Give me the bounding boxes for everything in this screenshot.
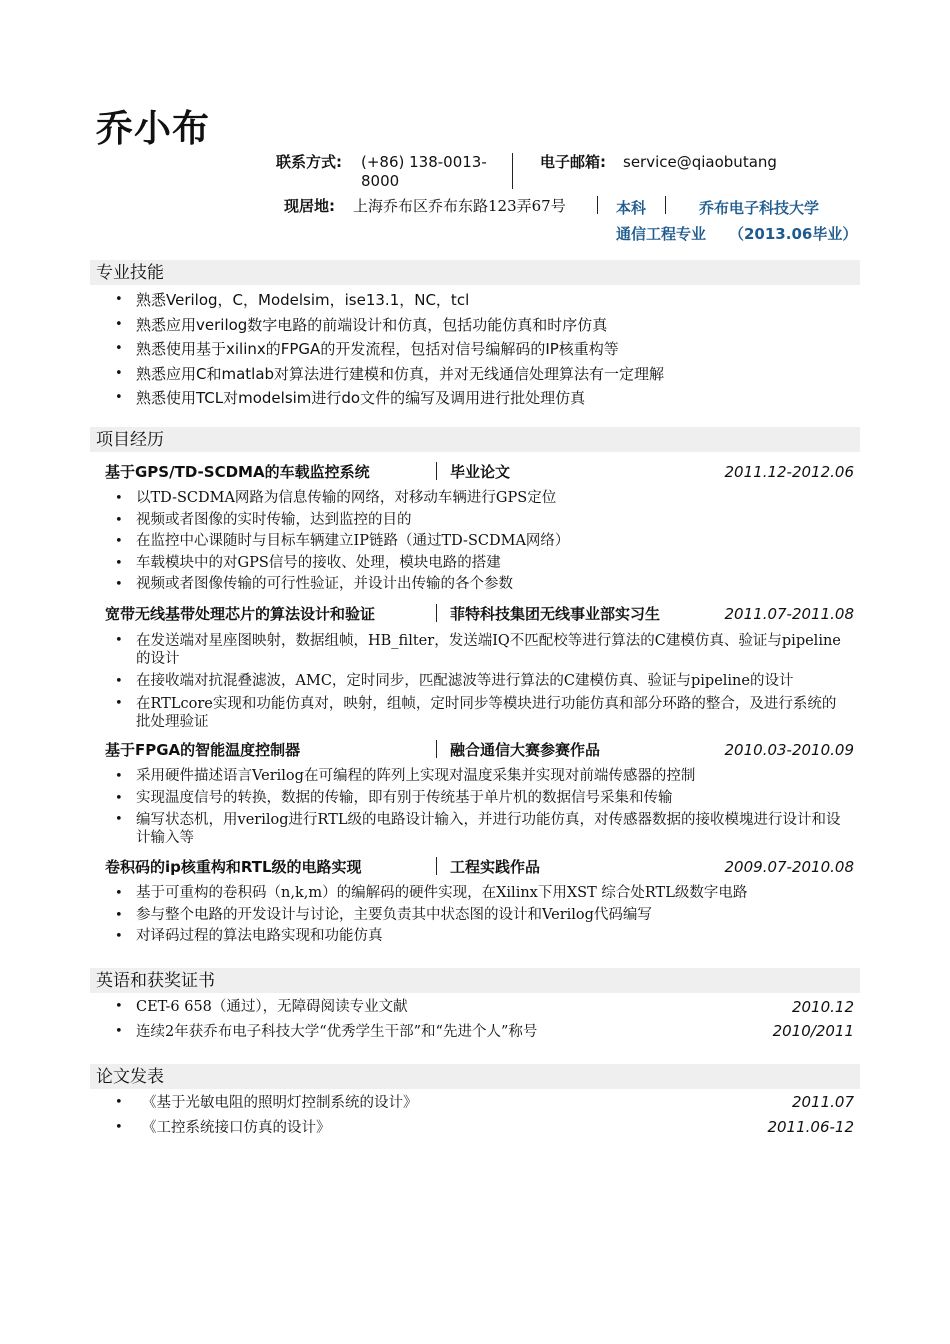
project-date: 2009.07-2010.08 (724, 858, 854, 876)
project-date: 2011.12-2012.06 (724, 463, 854, 481)
papers-heading: 论文发表 (90, 1064, 860, 1089)
cert-date: 2010.12 (791, 998, 854, 1016)
phone-label: 联系方式: (276, 153, 342, 171)
certs-heading: 英语和获奖证书 (90, 968, 860, 993)
project-role: 菲特科技集团无线事业部实习生 (450, 605, 661, 623)
list-item: • 视频或者图像传输的可行性验证，并设计出传输的各个参数 (112, 574, 842, 596)
address-label: 现居地: (284, 197, 335, 215)
phone-line-2: 8000 (361, 172, 400, 190)
list-item: • 在发送端对星座图映射，数据组帧，HB_filter，发送端IQ不匹配校等进行算法的C建模仿真、验证与pipeline的设计 (112, 632, 842, 668)
degree-divider (665, 196, 666, 214)
project-title: 基于GPS/TD-SCDMA的车载监控系统 (105, 463, 370, 481)
candidate-name: 乔小布 (96, 107, 210, 150)
certs-list (112, 995, 842, 1044)
list-item: • 对译码过程的算法电路实现和功能仿真 (112, 926, 842, 948)
list-item: • 《基于光敏电阻的照明灯控制系统的设计》 (112, 1091, 842, 1116)
project-title: 卷积码的ip核重构和RTL级的电路实现 (105, 858, 362, 876)
skills-list (112, 288, 842, 411)
list-item: • 熟悉使用TCL对modelsim进行do文件的编写及调用进行批处理仿真 (112, 386, 842, 411)
projects-heading: 项目经历 (90, 427, 860, 452)
project-divider (436, 604, 437, 622)
email-label: 电子邮箱: (540, 153, 606, 171)
list-item: • 编写状态机，用verilog进行RTL级的电路设计输入，并进行功能仿真，对传感器数据的接收模塊进行设计和设计输入等 (112, 811, 842, 847)
skills-heading: 专业技能 (90, 260, 860, 285)
project-bullets (112, 488, 842, 596)
project-role: 毕业论文 (450, 463, 511, 481)
list-item: • 熟悉Verilog，C，Modelsim，ise13.1，NC，tcl (112, 288, 842, 313)
university-value: 乔布电子科技大学 (699, 199, 820, 217)
list-item: • 基于可重构的卷积码（n,k,m）的编解码的硬件实现，在Xilinx下用XST 综合处RTL级数字电路 (112, 883, 842, 905)
papers-list (112, 1091, 842, 1140)
project-divider (436, 462, 437, 480)
list-item: • 车载模块中的对GPS信号的接收、处理，模块电路的搭建 (112, 553, 842, 575)
project-bullets (112, 883, 842, 948)
list-item: • 参与整个电路的开发设计与讨论，主要负责其中状态图的设计和Verilog代码编写 (112, 905, 842, 927)
project-role: 工程实践作品 (450, 858, 541, 876)
list-item: • 《工控系统接口仿真的设计》 (112, 1116, 842, 1141)
address-value: 上海乔布区乔布东路123弄67号 (353, 197, 566, 215)
project-role: 融合通信大赛参赛作品 (450, 741, 601, 759)
list-item: • 熟悉使用基于xilinx的FPGA的开发流程，包括对信号编解码的IP核重构等 (112, 337, 842, 362)
email-value[interactable]: service@qiaobutang (623, 153, 777, 171)
project-bullets (112, 766, 842, 850)
cert-date: 2010/2011 (772, 1022, 854, 1040)
graduation-value: （2013.06毕业） (729, 225, 858, 243)
project-title: 基于FPGA的智能温度控制器 (105, 741, 301, 759)
major-value: 通信工程专业 (616, 225, 707, 243)
project-title: 宽带无线基带处理芯片的算法设计和验证 (105, 605, 376, 623)
project-date: 2010.03-2010.09 (724, 741, 854, 759)
list-item: • 以TD-SCDMA网路为信息传输的网络，对移动车辆进行GPS定位 (112, 488, 842, 510)
contact-divider (512, 153, 513, 189)
list-item: • 熟悉应用C和matlab对算法进行建模和仿真，并对无线通信处理算法有一定理解 (112, 362, 842, 387)
degree-value: 本科 (616, 199, 647, 217)
project-bullets (112, 630, 842, 734)
project-divider (436, 857, 437, 875)
phone-line-1: (+86) 138-0013- (361, 153, 487, 171)
list-item: • 采用硬件描述语言Verilog在可编程的阵列上实现对温度采集并实现对前端传感器的控制 (112, 766, 842, 788)
list-item: • 连续2年获乔布电子科技大学“优秀学生干部”和“先进个人”称号 (112, 1020, 842, 1045)
list-item: • 熟悉应用verilog数字电路的前端设计和仿真，包括功能仿真和时序仿真 (112, 313, 842, 338)
list-item: • CET-6 658（通过），无障碍阅读专业文献 (112, 995, 842, 1020)
paper-date: 2011.07 (791, 1093, 854, 1111)
project-date: 2011.07-2011.08 (724, 605, 854, 623)
address-divider (597, 196, 598, 214)
list-item: • 在监控中心课随时与目标车辆建立IP链路（通过TD-SCDMA网络） (112, 531, 842, 553)
list-item: • 在RTLcore实现和功能仿真对，映射，组帧，定时同步等模块进行功能仿真和部分环路的整合，及进行系统的批处理验证 (112, 695, 842, 731)
project-divider (436, 740, 437, 758)
list-item: • 实现温度信号的转换，数据的传输，即有别于传统基于单片机的数据信号采集和传输 (112, 788, 842, 810)
list-item: • 视频或者图像的实时传输，达到监控的目的 (112, 510, 842, 532)
paper-date: 2011.06-12 (767, 1118, 854, 1136)
list-item: • 在接收端对抗混叠滤波，AMC，定时同步，匹配滤波等进行算法的C建模仿真、验证与pipeline的设计 (112, 671, 842, 693)
